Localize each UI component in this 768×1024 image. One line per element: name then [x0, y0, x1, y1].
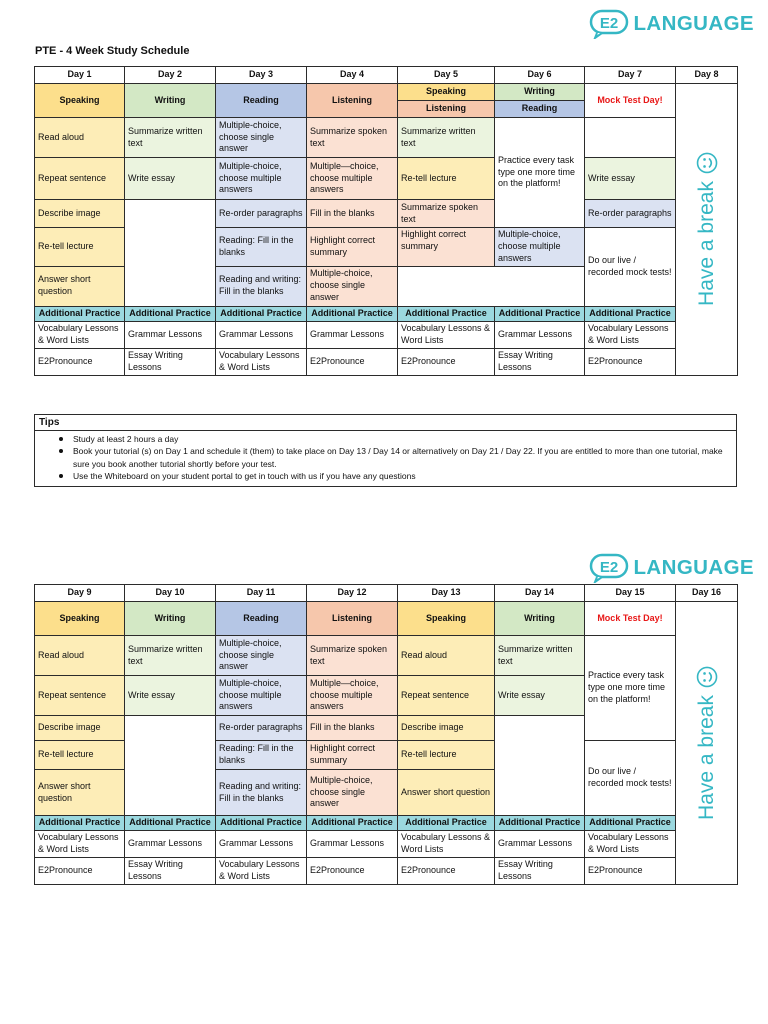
additional-practice-header: Additional Practice: [398, 306, 495, 321]
section-listening: Listening: [307, 84, 398, 118]
svg-text:E2: E2: [600, 15, 619, 32]
task-cell: Summarize spoken text: [307, 636, 398, 676]
extra-cell: E2Pronounce: [585, 348, 676, 375]
tip-item: Use the Whiteboard on your student portal to get in touch with us if you have any questions: [59, 470, 730, 482]
task-cell: Re-tell lecture: [35, 741, 125, 770]
day-header: Day 13: [398, 585, 495, 602]
svg-text:E2: E2: [600, 559, 619, 576]
extra-cell: Vocabulary Lessons & Word Lists: [35, 830, 125, 857]
extra-cell: Grammar Lessons: [216, 830, 307, 857]
task-cell: Describe image: [398, 716, 495, 741]
task-cell: Re-order paragraphs: [585, 200, 676, 228]
section-reading: Reading: [216, 602, 307, 636]
day-header: Day 8: [676, 67, 738, 84]
section-reading: Reading: [495, 101, 585, 118]
task-cell: Summarize written text: [398, 118, 495, 158]
day-header: Day 14: [495, 585, 585, 602]
task-cell: Read aloud: [35, 118, 125, 158]
task-cell: Repeat sentence: [35, 676, 125, 716]
task-cell: Summarize spoken text: [307, 118, 398, 158]
extra-cell: Grammar Lessons: [307, 830, 398, 857]
task-cell: Multiple-choice, choose single answer: [307, 770, 398, 816]
task-cell: Write essay: [585, 158, 676, 200]
tips-heading: Tips: [35, 415, 736, 431]
task-cell: Describe image: [35, 200, 125, 228]
section-writing: Writing: [125, 84, 216, 118]
have-a-break-cell: [676, 602, 738, 885]
section-writing: Writing: [495, 84, 585, 101]
task-cell: Repeat sentence: [35, 158, 125, 200]
day-header: Day 16: [676, 585, 738, 602]
task-cell: Re-tell lecture: [398, 741, 495, 770]
day-header: Day 3: [216, 67, 307, 84]
extra-cell: Grammar Lessons: [125, 830, 216, 857]
extra-cell: Essay Writing Lessons: [495, 857, 585, 884]
additional-practice-header: Additional Practice: [216, 816, 307, 831]
extra-cell: Grammar Lessons: [307, 321, 398, 348]
e2-logo-icon: [589, 9, 631, 39]
additional-practice-header: Additional Practice: [307, 306, 398, 321]
document-title: PTE - 4 Week Study Schedule: [35, 45, 190, 57]
task-cell: Write essay: [125, 676, 216, 716]
mock-test-label: Mock Test Day!: [585, 602, 676, 636]
task-cell: Summarize written text: [125, 636, 216, 676]
smiley-icon: [695, 152, 717, 174]
tip-item: Study at least 2 hours a day: [59, 433, 730, 445]
day-header: Day 2: [125, 67, 216, 84]
task-cell: Write essay: [495, 676, 585, 716]
additional-practice-header: Additional Practice: [35, 816, 125, 831]
live-mock-note: Do our live / recorded mock tests!: [585, 228, 676, 307]
task-cell: Re-tell lecture: [398, 158, 495, 200]
task-cell: Answer short question: [35, 770, 125, 816]
section-speaking: Speaking: [398, 84, 495, 101]
task-cell: Multiple—choice, choose multiple answers: [307, 158, 398, 200]
task-cell: Repeat sentence: [398, 676, 495, 716]
task-cell: Multiple-choice, choose multiple answers: [495, 228, 585, 267]
extra-cell: Grammar Lessons: [125, 321, 216, 348]
task-cell: Reading: Fill in the blanks: [216, 228, 307, 267]
section-speaking: Speaking: [35, 602, 125, 636]
extra-cell: Grammar Lessons: [495, 321, 585, 348]
section-speaking: Speaking: [35, 84, 125, 118]
task-cell: Reading and writing: Fill in the blanks: [216, 770, 307, 816]
additional-practice-header: Additional Practice: [585, 306, 676, 321]
extra-cell: Vocabulary Lessons & Word Lists: [398, 830, 495, 857]
practice-note: Practice every task type one more time on the platform!: [585, 636, 676, 741]
task-cell: Highlight correct summary: [398, 228, 495, 267]
extra-cell: Grammar Lessons: [495, 830, 585, 857]
task-cell: Multiple-choice, choose single answer: [216, 118, 307, 158]
brand-name: LANGUAGE: [633, 555, 754, 579]
extra-cell: E2Pronounce: [35, 348, 125, 375]
additional-practice-header: Additional Practice: [398, 816, 495, 831]
extra-cell: E2Pronounce: [585, 857, 676, 884]
task-cell: Re-tell lecture: [35, 228, 125, 267]
section-writing: Writing: [495, 602, 585, 636]
tips-box: [34, 414, 737, 487]
extra-cell: E2Pronounce: [35, 857, 125, 884]
task-cell: Reading and writing: Fill in the blanks: [216, 266, 307, 306]
day-header: Day 5: [398, 67, 495, 84]
smiley-icon: [695, 666, 717, 688]
extra-cell: E2Pronounce: [398, 857, 495, 884]
task-cell: Multiple-choice, choose single answer: [216, 636, 307, 676]
task-cell: Re-order paragraphs: [216, 716, 307, 741]
day-header: Day 12: [307, 585, 398, 602]
task-cell: Read aloud: [35, 636, 125, 676]
section-speaking: Speaking: [398, 602, 495, 636]
practice-note: Practice every task type one more time on the platform!: [495, 118, 585, 228]
day-header: Day 6: [495, 67, 585, 84]
brand-logo: [589, 9, 754, 39]
additional-practice-header: Additional Practice: [307, 816, 398, 831]
extra-cell: Vocabulary Lessons & Word Lists: [216, 348, 307, 375]
task-cell: Summarize written text: [125, 118, 216, 158]
have-a-break-label: Have a break: [694, 181, 718, 307]
additional-practice-header: Additional Practice: [35, 306, 125, 321]
task-cell: Summarize written text: [495, 636, 585, 676]
additional-practice-header: Additional Practice: [216, 306, 307, 321]
extra-cell: Grammar Lessons: [216, 321, 307, 348]
schedule-table-week1: [34, 66, 738, 376]
extra-cell: Essay Writing Lessons: [125, 348, 216, 375]
day-header: Day 7: [585, 67, 676, 84]
empty-cell: [398, 266, 585, 306]
day-header: Day 4: [307, 67, 398, 84]
extra-cell: Vocabulary Lessons & Word Lists: [216, 857, 307, 884]
section-listening: Listening: [398, 101, 495, 118]
extra-cell: Vocabulary Lessons & Word Lists: [35, 321, 125, 348]
task-cell: Write essay: [125, 158, 216, 200]
task-cell: Multiple—choice, choose multiple answers: [307, 676, 398, 716]
task-cell: Answer short question: [398, 770, 495, 816]
additional-practice-header: Additional Practice: [585, 816, 676, 831]
task-cell: Fill in the blanks: [307, 716, 398, 741]
extra-cell: Vocabulary Lessons & Word Lists: [398, 321, 495, 348]
task-cell: Highlight correct summary: [307, 741, 398, 770]
task-cell: Describe image: [35, 716, 125, 741]
task-cell: Fill in the blanks: [307, 200, 398, 228]
extra-cell: Vocabulary Lessons & Word Lists: [585, 830, 676, 857]
task-cell: Multiple-choice, choose multiple answers: [216, 676, 307, 716]
task-cell: Read aloud: [398, 636, 495, 676]
task-cell: Answer short question: [35, 266, 125, 306]
extra-cell: E2Pronounce: [398, 348, 495, 375]
day-header: Day 11: [216, 585, 307, 602]
section-reading: Reading: [216, 84, 307, 118]
task-cell: Multiple-choice, choose single answer: [307, 266, 398, 306]
day-header: Day 9: [35, 585, 125, 602]
day-header: Day 1: [35, 67, 125, 84]
have-a-break-label: Have a break: [694, 694, 718, 820]
empty-cell: [495, 716, 585, 816]
brand-name: LANGUAGE: [633, 11, 754, 35]
task-cell: Summarize spoken text: [398, 200, 495, 228]
tip-item: Book your tutorial (s) on Day 1 and schedule it (them) to take place on Day 13 / Day 14 or alternatively on Day 21 / Day 22. If you are entitled to more than one tutorial, make sure you book another tutorial shortly before your test.: [59, 445, 730, 470]
empty-cell: [125, 200, 216, 307]
task-cell: Highlight correct summary: [307, 228, 398, 267]
have-a-break-cell: [676, 84, 738, 376]
brand-logo: [589, 553, 754, 583]
additional-practice-header: Additional Practice: [495, 816, 585, 831]
task-cell: Multiple-choice, choose multiple answers: [216, 158, 307, 200]
extra-cell: Essay Writing Lessons: [495, 348, 585, 375]
section-listening: Listening: [307, 602, 398, 636]
additional-practice-header: Additional Practice: [125, 816, 216, 831]
additional-practice-header: Additional Practice: [125, 306, 216, 321]
extra-cell: Essay Writing Lessons: [125, 857, 216, 884]
additional-practice-header: Additional Practice: [495, 306, 585, 321]
section-writing: Writing: [125, 602, 216, 636]
extra-cell: E2Pronounce: [307, 348, 398, 375]
tips-list: [35, 431, 736, 486]
empty-cell: [125, 716, 216, 816]
mock-test-label: Mock Test Day!: [585, 84, 676, 118]
day-header: Day 15: [585, 585, 676, 602]
live-mock-note: Do our live / recorded mock tests!: [585, 741, 676, 816]
task-cell: Re-order paragraphs: [216, 200, 307, 228]
extra-cell: Vocabulary Lessons & Word Lists: [585, 321, 676, 348]
e2-logo-icon: [589, 553, 631, 583]
task-cell: Reading: Fill in the blanks: [216, 741, 307, 770]
day-header: Day 10: [125, 585, 216, 602]
extra-cell: E2Pronounce: [307, 857, 398, 884]
schedule-table-week2: [34, 584, 738, 885]
